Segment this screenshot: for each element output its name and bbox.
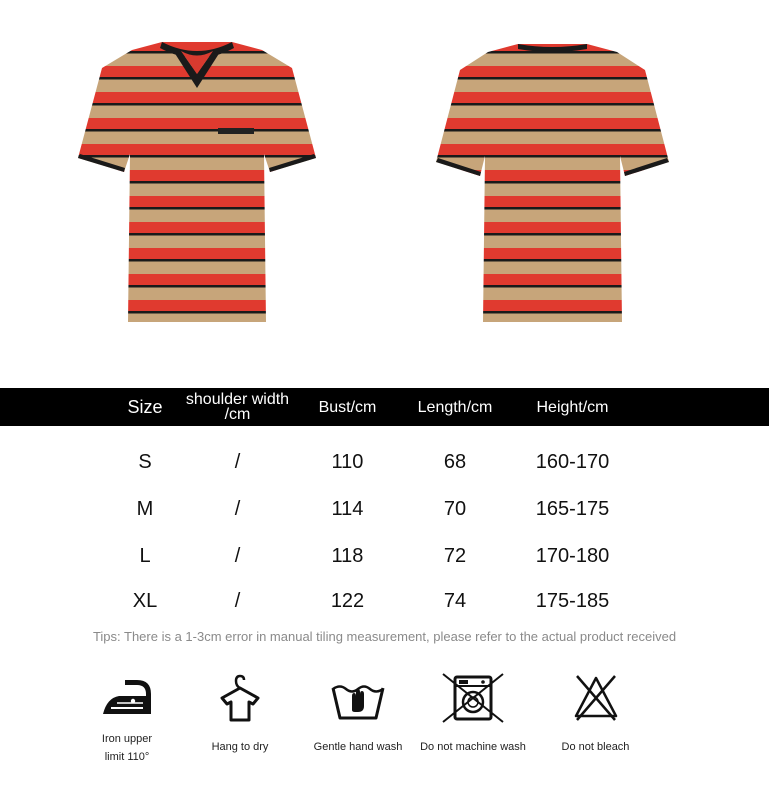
care-label-iron-line1: Iron upper <box>101 733 153 745</box>
cell-bust: 118 <box>331 544 364 567</box>
table-row <box>0 586 769 616</box>
cell-shoulder: / <box>234 544 241 567</box>
cell-length: 72 <box>443 544 467 567</box>
cell-length: 74 <box>443 589 467 612</box>
care-item-hang-dry <box>195 672 285 782</box>
cell-bust: 122 <box>330 589 365 612</box>
size-table-header <box>0 388 769 426</box>
header-length: Length/cm <box>417 398 493 416</box>
header-shoulder-line2: /cm <box>224 406 251 423</box>
cell-size: L <box>139 544 151 567</box>
table-row <box>0 494 769 524</box>
header-shoulder-width <box>180 388 295 426</box>
measurement-tips: Tips: There is a 1-3cm error in manual tiling measurement, please refer to the actual product received <box>92 629 677 644</box>
front-shirt-image <box>72 36 322 336</box>
cell-shoulder: / <box>234 589 241 612</box>
cell-size: M <box>136 497 154 520</box>
care-label-iron-line2: limit 110° <box>104 751 150 763</box>
iron-icon <box>97 672 157 722</box>
cell-height: 170-180 <box>535 544 610 567</box>
cell-height: 165-175 <box>535 497 610 520</box>
no-machine-wash-icon <box>441 672 505 724</box>
cell-height: 160-170 <box>535 450 610 473</box>
header-height: Height/cm <box>536 398 609 416</box>
hang-dry-icon <box>215 672 265 724</box>
hand-wash-icon <box>328 672 388 724</box>
care-item-no-machine-wash <box>413 672 533 782</box>
product-photos <box>0 0 769 380</box>
cell-bust: 110 <box>331 450 364 473</box>
cell-height: 175-185 <box>535 589 610 612</box>
care-label-no-bleach: Do not bleach <box>561 741 630 753</box>
cell-shoulder: / <box>234 450 241 473</box>
cell-size: XL <box>132 589 158 612</box>
care-label-hang-dry: Hang to dry <box>211 741 269 753</box>
care-label-no-machine-wash: Do not machine wash <box>420 741 526 753</box>
cell-length: 68 <box>443 450 467 473</box>
header-bust: Bust/cm <box>318 398 377 416</box>
cell-size: S <box>138 450 152 473</box>
table-row <box>0 541 769 571</box>
no-bleach-icon <box>571 672 621 724</box>
care-item-iron <box>82 672 172 782</box>
care-item-hand-wash <box>308 672 408 782</box>
care-label-hand-wash: Gentle hand wash <box>313 741 403 753</box>
cell-shoulder: / <box>234 497 241 520</box>
table-row <box>0 447 769 477</box>
back-shirt-image <box>430 36 675 336</box>
care-item-no-bleach <box>548 672 643 782</box>
header-shoulder-line1: shoulder width <box>185 391 290 408</box>
cell-bust: 114 <box>331 497 364 520</box>
header-size: Size <box>127 396 163 417</box>
cell-length: 70 <box>443 497 467 520</box>
